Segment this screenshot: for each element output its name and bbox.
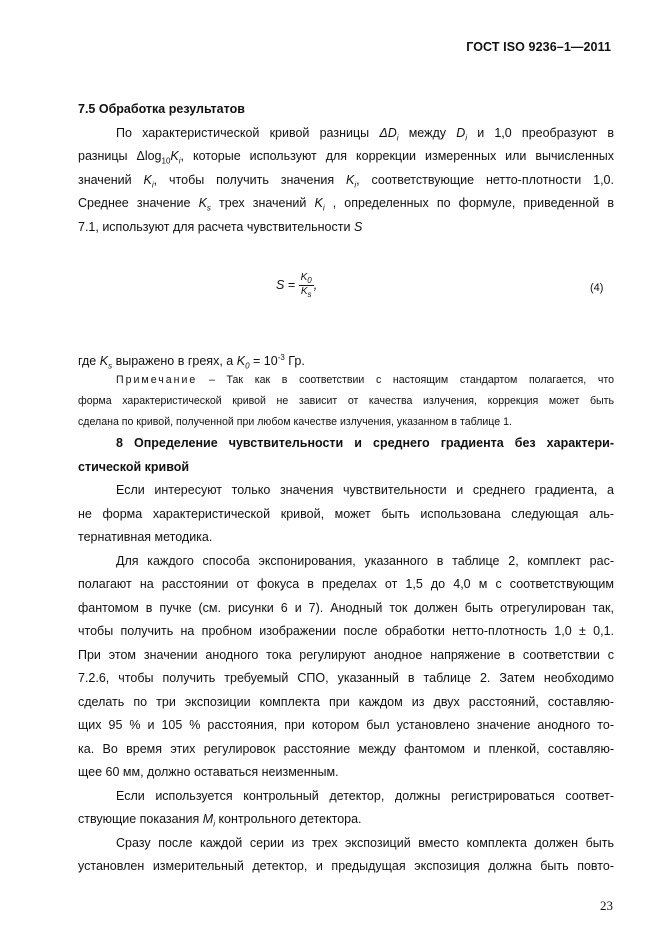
paragraph-line: При этом значении анодного тока регулируют анодное напряжение в соответствии с bbox=[78, 647, 614, 662]
superscript: -3 bbox=[277, 353, 285, 362]
text: Среднее значение bbox=[78, 196, 191, 210]
note-line: форма характеристической кривой не зависит от качества излучения, коррекция может быть bbox=[78, 395, 614, 407]
paragraph-line: По характеристической кривой разницы $\Delta D_i$ между $D_i$ и 1,0 преобразуют в bbox=[116, 125, 614, 142]
symbol-delta-d: ΔD bbox=[379, 125, 397, 140]
text: , чтобы получить значения bbox=[153, 172, 335, 187]
symbol-m: M bbox=[202, 812, 214, 826]
paragraph-line bbox=[78, 216, 614, 240]
subscript: s bbox=[108, 361, 113, 371]
symbol-k: K bbox=[314, 196, 323, 210]
text: между bbox=[408, 125, 447, 140]
formula-fraction bbox=[299, 272, 314, 299]
text: 7.1, используют для расчета чувствительности bbox=[78, 219, 351, 234]
standard-header: ГОСТ ISO 9236–1—2011 bbox=[466, 40, 611, 54]
paragraph-line: 7.2.6, чтобы получить требуемый СПО, указанный в таблице 2. Затем необходимо bbox=[78, 671, 614, 685]
paragraph-line: ствующие показания $M_i$ контрольного детектора. bbox=[78, 812, 362, 829]
symbol-k: K bbox=[198, 196, 207, 210]
paragraph-line: полагают на расстоянии от фокуса в пределах от 1,5 до 4,0 м с соответствующим bbox=[78, 577, 614, 591]
symbol-k: K bbox=[99, 354, 109, 369]
text: разницы Δlog bbox=[78, 149, 162, 163]
text: ствующие показания bbox=[78, 812, 200, 826]
text: Гр. bbox=[288, 354, 305, 369]
text: = 10 bbox=[253, 354, 278, 369]
paragraph-line: Для каждого способа экспонирования, указанного в таблице 2, комплект рас- bbox=[116, 553, 614, 568]
note-label: Примечание bbox=[116, 374, 198, 386]
paragraph-line: фантомом в пучке (см. рисунки 6 и 7). Анодный ток должен быть отрегулирован так, bbox=[78, 600, 614, 615]
equation-number: (4) bbox=[590, 282, 604, 294]
text: , соответствующие нетто-плотности 1,0. bbox=[356, 172, 614, 187]
paragraph-line: не форма характеристической кривой, может быть использована следующая аль- bbox=[78, 506, 614, 521]
section-title: 7.5 Обработка результатов bbox=[78, 102, 245, 116]
subscript: s bbox=[206, 203, 211, 213]
paragraph-line: значений $K_i$, чтобы получить значения $K_i$, соответствующие нетто-плотности 1,0. bbox=[78, 172, 614, 189]
text: и 1,0 преобразуют в bbox=[477, 125, 614, 140]
text: трех значений bbox=[219, 196, 307, 210]
paragraph-line: установлен измерительный детектор, и предыдущая экспозиция должна быть повто- bbox=[78, 859, 614, 873]
paragraph-line: щее 60 мм, должно оставаться неизменным. bbox=[78, 765, 339, 779]
text: По характеристической кривой разницы bbox=[116, 125, 370, 140]
symbol-k: K bbox=[170, 149, 179, 163]
text: – Так как в соответствии с настоящим стандартом полагается, что bbox=[209, 374, 614, 386]
paragraph-line: щих 95 % и 105 % расстояния, при котором был установлено значение анодного то- bbox=[78, 718, 614, 732]
paragraph-line: тернативная методика. bbox=[78, 530, 213, 544]
paragraph-line: Сразу после каждой серии из трех экспозиций вместо комплекта должен быть bbox=[116, 835, 614, 850]
page-number: 23 bbox=[600, 898, 613, 913]
paragraph-line: ка. Во время этих регулировок расстояние между фантомом и пленкой, составляю- bbox=[78, 741, 614, 756]
text: , определенных по формуле, приведенной в bbox=[332, 196, 614, 210]
symbol-k: K bbox=[143, 172, 152, 187]
formula-denominator: $K_s$ bbox=[300, 286, 312, 299]
note-line bbox=[78, 370, 614, 391]
paragraph-line: разницы $\Delta\log_{10}K_i$, которые используют для коррекции измеренных или вычисленных bbox=[78, 149, 614, 166]
text: контрольного детектора. bbox=[218, 812, 362, 826]
formula-lhs: S = bbox=[276, 277, 296, 292]
formula-comma: , bbox=[313, 277, 318, 292]
section-title-line: стической кривой bbox=[78, 459, 190, 474]
symbol-s: S bbox=[353, 219, 363, 234]
paragraph-line: сделать по три экспозиции комплекта при каждом из двух расстояний, составляю- bbox=[78, 694, 614, 709]
symbol-d: D bbox=[456, 125, 466, 140]
text: , которые используют для коррекции измеренных или вычисленных bbox=[180, 149, 614, 163]
section-7-5 bbox=[78, 98, 614, 239]
where-clause bbox=[78, 346, 614, 370]
paragraph-line: Если интересуют только значения чувствительности и среднего градиента, а bbox=[116, 483, 614, 497]
symbol-k: K bbox=[346, 172, 355, 187]
formula-numerator: $K_0$ bbox=[300, 272, 312, 285]
text: значений bbox=[78, 172, 132, 187]
text: где bbox=[78, 354, 97, 369]
note-line: сделана по кривой, полученной при любом качестве излучения, указанном в таблице 1. bbox=[78, 416, 512, 428]
section-title-line: 8 Определение чувствительности и среднего градиента без характери- bbox=[116, 436, 614, 450]
section-8 bbox=[78, 432, 614, 879]
text: выражено в греях, а bbox=[115, 354, 234, 369]
paragraph-line: Если используется контрольный детектор, должны регистрироваться соответ- bbox=[116, 788, 614, 803]
paragraph-line: Среднее значение $K_s$ трех значений $K_i$ , определенных по формуле, приведенной в bbox=[78, 196, 614, 213]
paragraph-line: где $K_s$ выражено в греях, а $K_0 = 10^{-3}$ Гр. bbox=[78, 353, 305, 371]
subscript: 10 bbox=[161, 156, 171, 166]
paragraph-line: чтобы получить на пробном изображении после обработки нетто-плотность 1,0 ± 0,1. bbox=[78, 624, 614, 638]
note-block bbox=[78, 370, 614, 433]
formula-4 bbox=[276, 272, 317, 299]
